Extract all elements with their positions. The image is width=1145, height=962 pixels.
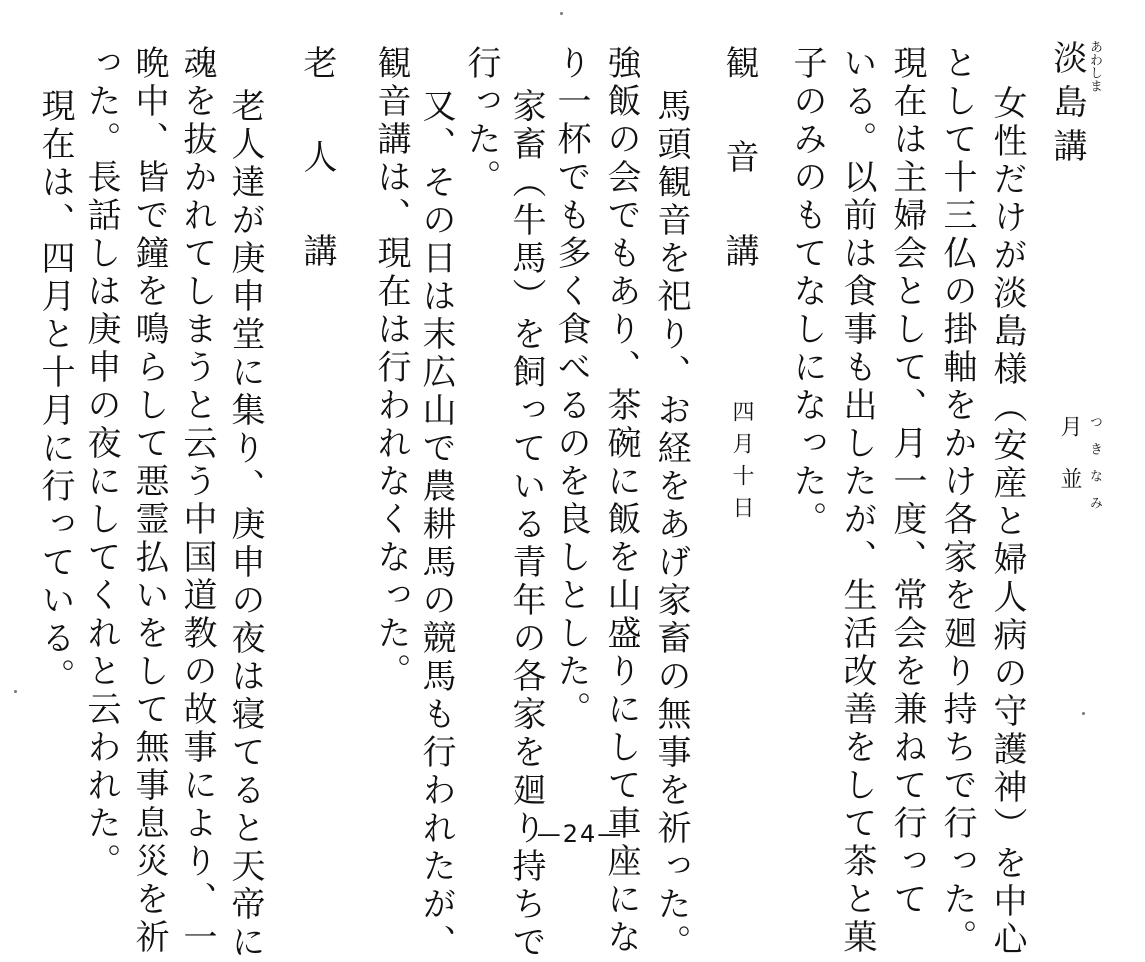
kannon-line-3: り一杯でも多く食べるのを良しとした。 [551,45,591,729]
kannon-line-6: 又、その日は末広山で農耕馬の競馬も行われたが、 [416,88,456,962]
kannon-line-4: 家畜（牛馬）を飼っている青年の各家を廻り持ちで [506,88,546,962]
kannon-heading: 観音講 [719,45,759,327]
rojin-heading: 老人講 [297,45,337,327]
rojin-line-5: 現在は、四月と十月に行っている。 [35,88,75,696]
page-number: —24— [536,820,624,848]
scan-speck [1082,712,1085,715]
awashima-date: 月並 [1057,415,1082,519]
scan-speck [14,690,17,693]
awashima-heading-ruby: あわしま [1087,40,1102,92]
rojin-line-2: 魂を抜かれてしまうと云う中国道教の故事により、一 [177,45,217,957]
scan-speck [560,12,563,15]
rojin-line-1: 老人達が庚申堂に集り、庚申の夜は寝てると天帝に [225,88,265,962]
awashima-line-3: 現在は主婦会として、月一度、常会を兼ねて行って [887,45,927,919]
awashima-line-1: 女性だけが淡島様（安産と婦人病の守護神）を中心 [987,85,1027,959]
kannon-line-7: 観音講は、現在は行われなくなった。 [371,45,411,691]
awashima-date-ruby: つきなみ [1087,415,1102,523]
kannon-date: 四月十日 [729,400,754,528]
awashima-line-4: いる。以前は食事も出したが、生活改善をして茶と菓 [837,45,877,957]
awashima-heading: 淡島講 [1047,40,1087,172]
awashima-line-5: 子のみのもてなしになった。 [787,45,827,539]
rojin-line-3: 晩中、皆で鐘を鳴らして悪霊払いをして無事息災を祈 [129,45,169,957]
awashima-line-2: として十三仏の掛軸をかけ各家を廻り持ちで行った。 [937,45,977,957]
kannon-line-2: 強飯の会でもあり、茶碗に飯を山盛りにして車座にな [601,45,641,957]
kannon-line-5: 行った。 [461,45,501,197]
rojin-line-4: った。長話しは庚申の夜にしてくれと云われた。 [81,45,121,881]
kannon-line-1: 馬頭観音を祀り、お経をあげ家畜の無事を祈った。 [651,88,691,962]
